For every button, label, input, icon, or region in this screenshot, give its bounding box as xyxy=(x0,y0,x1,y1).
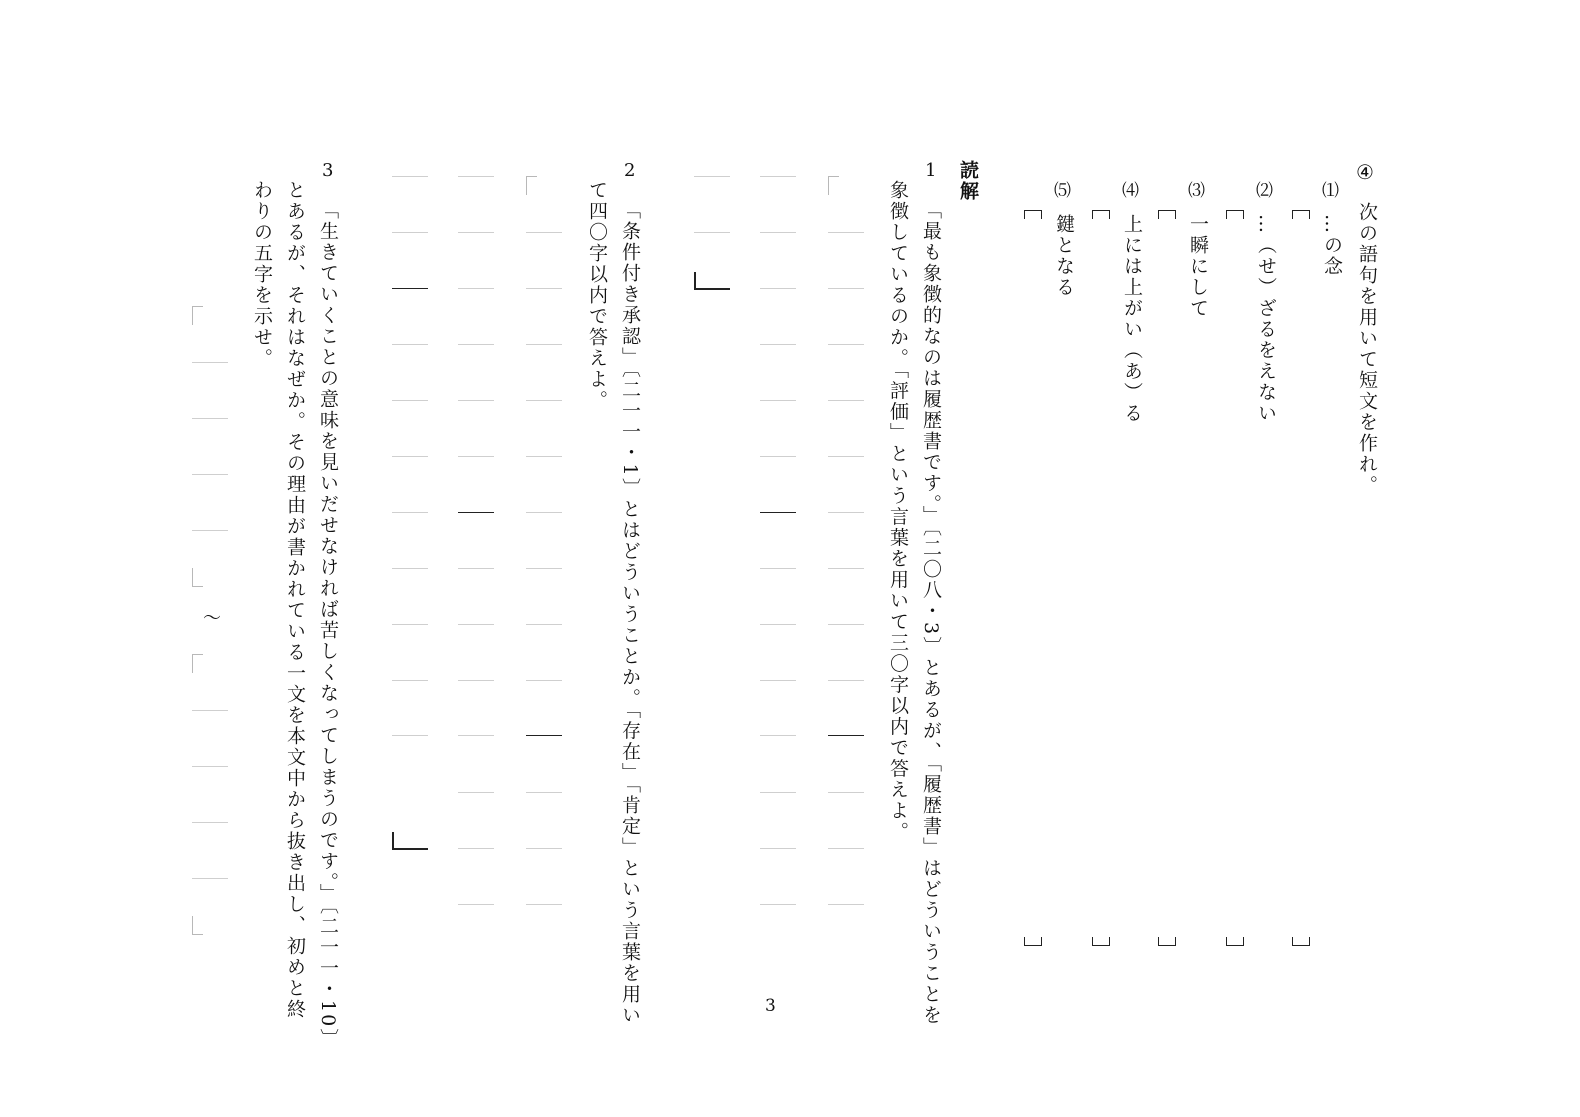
item-3-answer-bracket-bottom xyxy=(1158,937,1176,946)
question-1-text-line-1: 「最も象徴的なのは履歴書です。」〔二〇八・3〕とあるが、「履歴書」はどういうことを xyxy=(920,200,942,1026)
grid-thirty-char-mark xyxy=(392,288,428,289)
question-1-text-line-2: 象徴しているのか。「評価」という言葉を用いて三〇字以内で答えよ。 xyxy=(887,180,909,843)
grid-start-mark xyxy=(828,176,839,195)
item-2-number: ⑵ xyxy=(1256,181,1273,201)
grid-end-mark xyxy=(392,832,428,850)
question-3-text-line-3: わりの五字を示せ。 xyxy=(251,180,273,369)
range-tilde: 〜 xyxy=(203,608,221,629)
question-3-text-line-2: とあるが、それはなぜか。その理由が書かれている一文を本文中から抜き出し、初めと終 xyxy=(284,180,306,1020)
grid-close-mark xyxy=(192,568,203,587)
section-4-number: ④ xyxy=(1356,160,1374,184)
item-4-text: 上には上がい（あ）る xyxy=(1121,214,1143,424)
item-3-answer-bracket-top xyxy=(1158,210,1176,219)
item-5-answer-bracket-bottom xyxy=(1024,937,1042,946)
question-1-number: 1 xyxy=(925,160,937,181)
item-3-number: ⑶ xyxy=(1188,181,1205,201)
question-3-answer-last-five[interactable] xyxy=(190,648,230,938)
grid-end-mark xyxy=(694,272,730,290)
question-2-answer-grid[interactable] xyxy=(388,170,568,915)
item-2-answer-bracket-top xyxy=(1226,210,1244,219)
section-4-instruction: 次の語句を用いて短文を作れ。 xyxy=(1356,202,1378,496)
page-number: 3 xyxy=(765,996,776,1016)
item-1-answer-bracket-bottom xyxy=(1292,937,1310,946)
question-2-text-line-1: 「条件付き承認」〔二一一・1〕とはどういうことか。「存在」「肯定」という言葉を用い xyxy=(619,200,641,1026)
item-4-number: ⑷ xyxy=(1122,181,1139,201)
item-2-text: …（せ）ざるをえない xyxy=(1255,214,1277,424)
grid-ten-char-mark xyxy=(828,735,864,736)
item-4-answer-bracket-top xyxy=(1092,210,1110,219)
grid-ten-char-mark xyxy=(526,735,562,736)
grid-twenty-char-mark xyxy=(760,512,796,513)
grid-close-mark xyxy=(192,916,203,935)
question-3-answer-first-five[interactable] xyxy=(190,300,230,590)
item-5-answer-bracket-top xyxy=(1024,210,1042,219)
question-2-number: 2 xyxy=(624,160,636,181)
item-5-number: ⑸ xyxy=(1054,181,1071,201)
question-1-answer-grid[interactable] xyxy=(690,170,870,915)
item-5-text: 鍵となる xyxy=(1053,214,1075,298)
item-2-answer-bracket-bottom xyxy=(1226,937,1244,946)
reading-section-title: 読解 xyxy=(957,160,979,202)
item-3-text: 一瞬にして xyxy=(1187,214,1209,319)
grid-twenty-char-mark xyxy=(458,512,494,513)
item-1-number: ⑴ xyxy=(1322,181,1339,201)
grid-start-mark xyxy=(192,306,203,325)
grid-start-mark xyxy=(526,176,537,195)
grid-start-mark xyxy=(192,654,203,673)
item-1-text: …の念 xyxy=(1321,214,1343,277)
question-3-text-line-1: 「生きていくことの意味を見いだせなければ苦しくなってしまうのです。」〔二一一・10〕 xyxy=(317,200,339,1050)
question-2-text-line-2: て四〇字以内で答えよ。 xyxy=(586,180,608,411)
item-1-answer-bracket-top xyxy=(1292,210,1310,219)
item-4-answer-bracket-bottom xyxy=(1092,937,1110,946)
question-3-number: 3 xyxy=(322,160,334,181)
